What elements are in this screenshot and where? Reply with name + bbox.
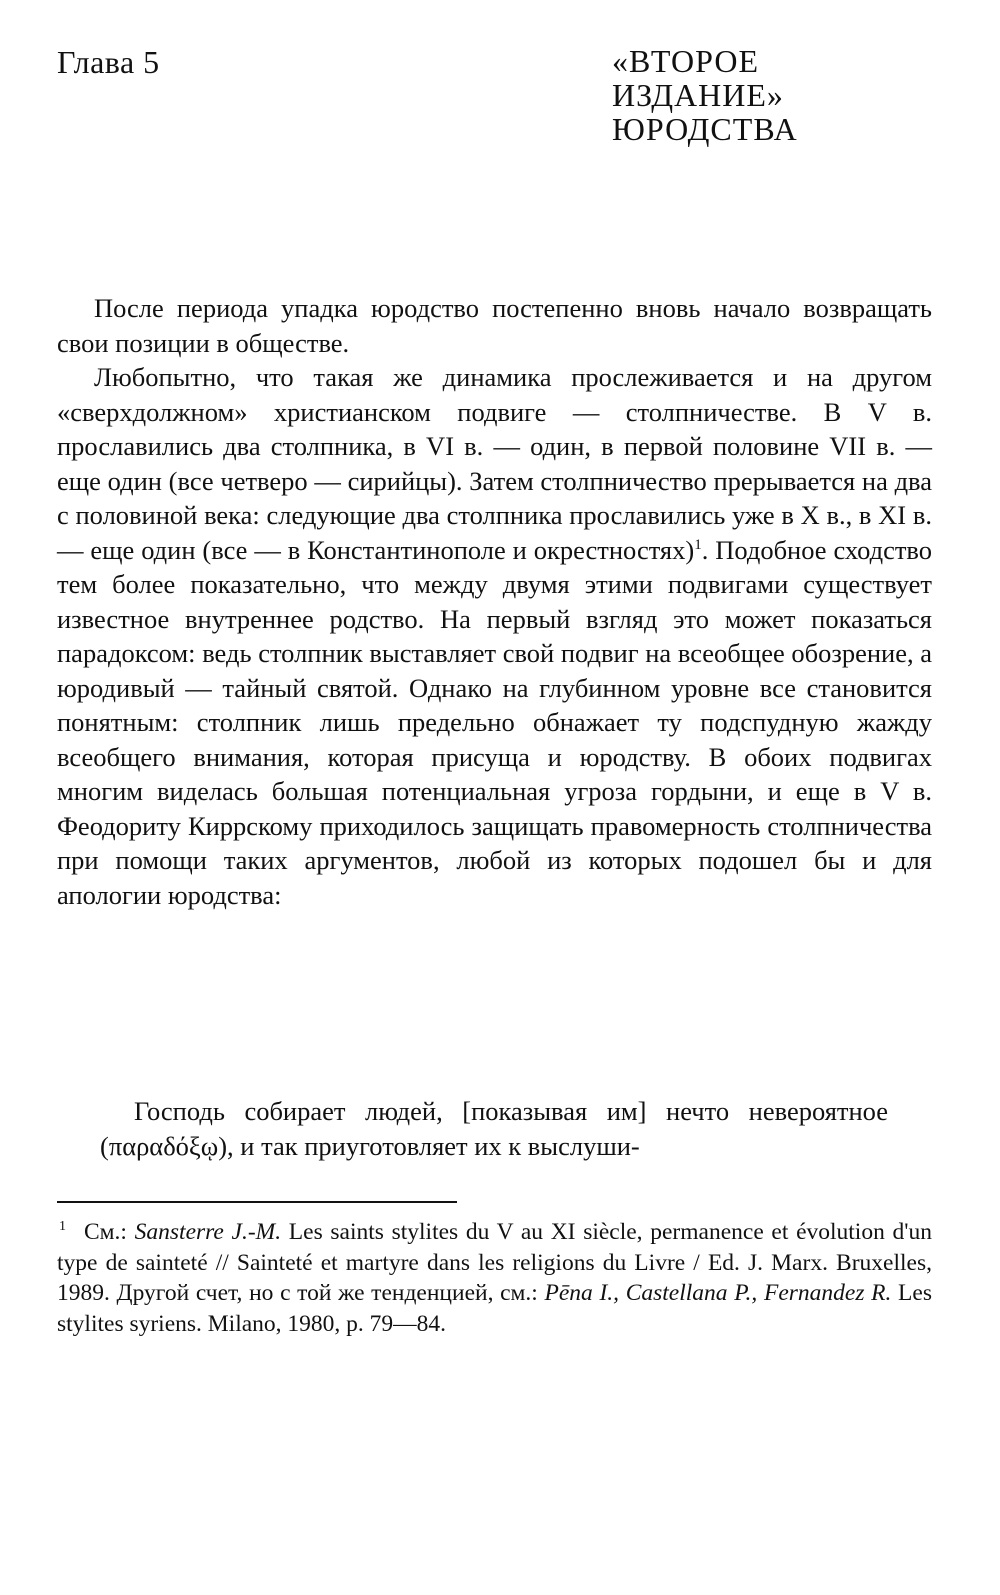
chapter-label: Глава 5 [57,44,160,80]
paragraph-text: . Подобное сходство тем более показательно, что между двумя этими подвигами существует известное внутреннее родство. На первый взгляд это может показаться парадоксом: ведь столпник выставляет свой подвиг на всеобщее обозрение, а юродивый — тайный святой. Однако на глубинном уровне все становится понятным: столпник лишь предельно обнажает ту подспудную жажду всеобщего внимания, которая присуща и юродству. В обоих подвигах многим виделась большая потенциальная угроза гордыни, и еще в V в. Феодориту Киррскому приходилось защищать правомерность столпничества при помощи таких аргументов, любой из которых подошел бы и для апологии юродства: [57,534,932,910]
footnote-divider [57,1201,457,1203]
block-quote [100,1094,888,1163]
paragraph: После периода упадка юродство постепенно вновь начало возвращать свои позиции в обществе. [57,293,932,358]
chapter-title-line: ЮРОДСТВА [612,111,798,147]
footnote-author: Sansterre J.-M. [134,1219,282,1245]
paragraph-text: Любопытно, что такая же динамика прослеживается и на другом «сверхдолжном» христианском подвиге — столпничестве. В V в. прославились два столпника, в VI в. — один, в первой половине VII в. — еще один (все четверо — сирийцы). Затем столпничество прерывается на два с половиной века: следующие два столпника прославились уже в X в., в XI в. — еще один (все — в Константинополе и окрестностях) [57,362,932,565]
chapter-title [612,44,798,146]
footnote-reference[interactable]: 1 [694,536,702,553]
footnote-number: 1 [59,1219,66,1235]
footnote [57,1217,932,1339]
main-text [57,291,932,912]
quote-text: Господь собирает людей, [показывая им] нечто невероятное (παραδόξῳ), и так приуготовляет их к выслуши- [100,1096,888,1161]
footnote-body: Les stylites syriens. Milano, 1980, p. 79—84. [57,1280,932,1337]
footnote-text [57,1217,932,1339]
footnote-author: Pēna I., Castellana P., Fernandez R. [544,1280,892,1306]
paragraph [57,360,932,912]
footnote-body: Les saints stylites du V au XI siècle, permanence et évolution d'un type de sainteté // Sainteté et martyre dans les religions du Livre / Ed. J. Marx. Bruxelles, 1989. Другой счет, но с той же тенденцией, см.: [57,1219,932,1306]
chapter-title-line: ИЗДАНИЕ» [612,77,784,113]
footnote-prefix: См.: [84,1219,135,1245]
chapter-title-line: «ВТОРОЕ [612,43,759,79]
